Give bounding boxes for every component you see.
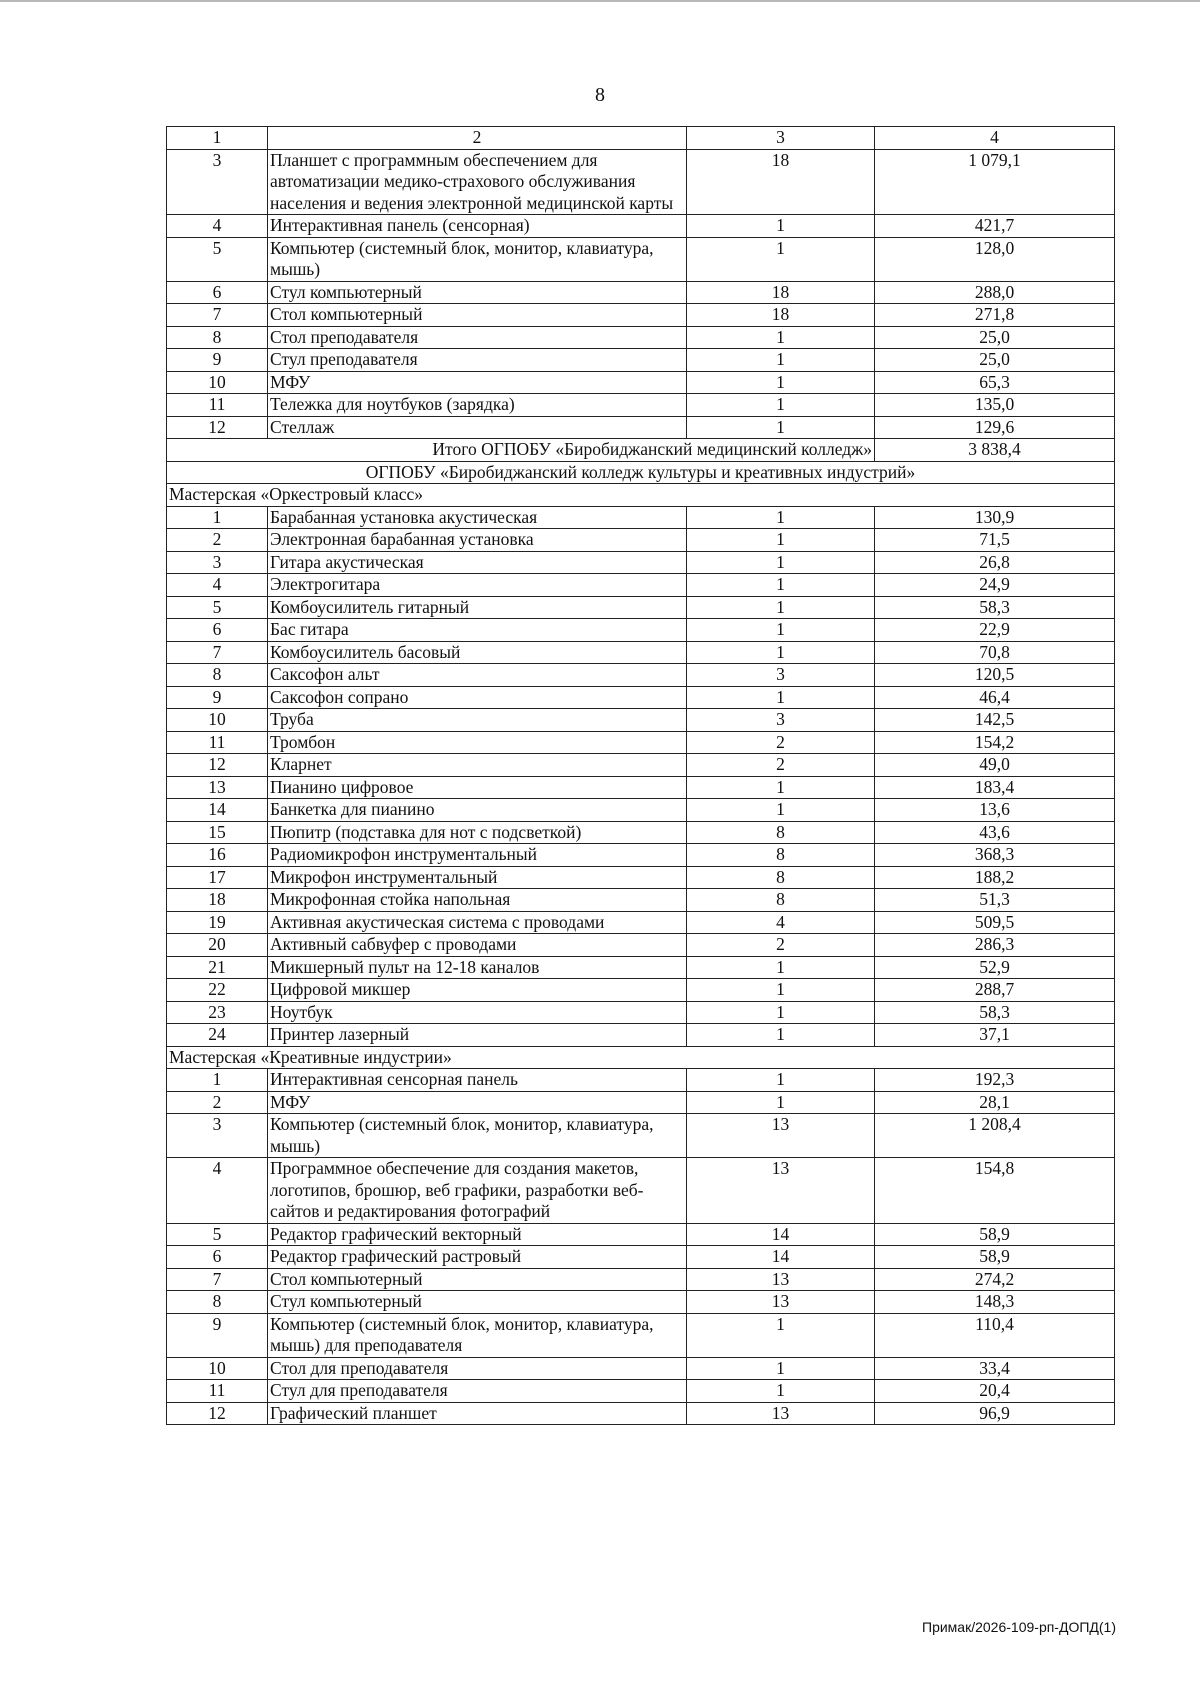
item-name: Электронная барабанная установка (268, 529, 687, 552)
item-name: Стул преподавателя (268, 349, 687, 372)
table-row (167, 1268, 1115, 1291)
item-name: Стол для преподавателя (268, 1357, 687, 1380)
row-number: 7 (167, 304, 268, 327)
table-row (167, 1357, 1115, 1380)
row-number: 13 (167, 776, 268, 799)
item-quantity: 2 (687, 754, 875, 777)
table-row (167, 394, 1115, 417)
item-quantity: 18 (687, 304, 875, 327)
item-quantity: 1 (687, 1357, 875, 1380)
row-number: 9 (167, 349, 268, 372)
item-cost: 49,0 (875, 754, 1115, 777)
equipment-table (166, 126, 1115, 1425)
row-number: 2 (167, 1091, 268, 1114)
item-name: Ноутбук (268, 1001, 687, 1024)
table-row (167, 215, 1115, 238)
total-sum: 3 838,4 (875, 439, 1115, 462)
item-quantity: 1 (687, 799, 875, 822)
item-name: Стеллаж (268, 416, 687, 439)
table-row (167, 281, 1115, 304)
row-number: 12 (167, 754, 268, 777)
item-quantity: 1 (687, 574, 875, 597)
item-quantity: 2 (687, 934, 875, 957)
row-number: 5 (167, 596, 268, 619)
item-quantity: 1 (687, 529, 875, 552)
item-quantity: 18 (687, 149, 875, 215)
item-cost: 188,2 (875, 866, 1115, 889)
table-row (167, 349, 1115, 372)
item-name: Саксофон сопрано (268, 686, 687, 709)
row-number: 10 (167, 1357, 268, 1380)
row-number: 21 (167, 956, 268, 979)
row-number: 2 (167, 529, 268, 552)
table-row (167, 911, 1115, 934)
section-heading-orchestra-row (167, 484, 1115, 507)
table-row (167, 416, 1115, 439)
item-cost: 58,3 (875, 596, 1115, 619)
item-quantity: 3 (687, 709, 875, 732)
table-header-row (167, 127, 1115, 150)
item-cost: 22,9 (875, 619, 1115, 642)
item-quantity: 14 (687, 1246, 875, 1269)
item-cost: 58,9 (875, 1246, 1115, 1269)
item-cost: 154,8 (875, 1158, 1115, 1224)
row-number: 11 (167, 731, 268, 754)
item-name: Интерактивная сенсорная панель (268, 1069, 687, 1092)
item-quantity: 1 (687, 956, 875, 979)
item-cost: 120,5 (875, 664, 1115, 687)
item-name: Интерактивная панель (сенсорная) (268, 215, 687, 238)
item-quantity: 3 (687, 664, 875, 687)
item-name: Микшерный пульт на 12-18 каналов (268, 956, 687, 979)
item-quantity: 1 (687, 394, 875, 417)
item-name: Активный сабвуфер с проводами (268, 934, 687, 957)
item-name: Радиомикрофон инструментальный (268, 844, 687, 867)
item-name: Стол компьютерный (268, 1268, 687, 1291)
item-name: Саксофон альт (268, 664, 687, 687)
item-quantity: 1 (687, 215, 875, 238)
item-quantity: 1 (687, 596, 875, 619)
item-cost: 43,6 (875, 821, 1115, 844)
section-heading-creative-row (167, 1046, 1115, 1069)
item-name: Редактор графический векторный (268, 1223, 687, 1246)
row-number: 10 (167, 709, 268, 732)
row-number: 7 (167, 1268, 268, 1291)
item-quantity: 1 (687, 237, 875, 281)
table-row (167, 1024, 1115, 1047)
section-heading-orchestra: Мастерская «Оркестровый класс» (167, 484, 1115, 507)
item-quantity: 1 (687, 776, 875, 799)
item-name: Микрофонная стойка напольная (268, 889, 687, 912)
item-cost: 33,4 (875, 1357, 1115, 1380)
table-row (167, 821, 1115, 844)
item-cost: 1 079,1 (875, 149, 1115, 215)
row-number: 3 (167, 149, 268, 215)
item-cost: 71,5 (875, 529, 1115, 552)
item-cost: 135,0 (875, 394, 1115, 417)
item-quantity: 8 (687, 866, 875, 889)
table-row (167, 956, 1115, 979)
item-cost: 26,8 (875, 551, 1115, 574)
row-number: 24 (167, 1024, 268, 1047)
table-row (167, 754, 1115, 777)
item-quantity: 1 (687, 1001, 875, 1024)
item-name: Комбоусилитель басовый (268, 641, 687, 664)
item-name: Программное обеспечение для создания макетов, логотипов, брошюр, веб графики, разработки веб-сайтов и редактирования фотографий (268, 1158, 687, 1224)
item-name: Цифровой микшер (268, 979, 687, 1002)
row-number: 17 (167, 866, 268, 889)
row-number: 16 (167, 844, 268, 867)
item-cost: 142,5 (875, 709, 1115, 732)
table-row (167, 237, 1115, 281)
item-cost: 274,2 (875, 1268, 1115, 1291)
item-cost: 286,3 (875, 934, 1115, 957)
item-cost: 183,4 (875, 776, 1115, 799)
item-name: Компьютер (системный блок, монитор, клавиатура, мышь) (268, 1114, 687, 1158)
table-row (167, 149, 1115, 215)
table-row (167, 1402, 1115, 1425)
page-number: 8 (595, 84, 605, 106)
item-quantity: 13 (687, 1158, 875, 1224)
item-quantity: 1 (687, 551, 875, 574)
item-quantity: 1 (687, 686, 875, 709)
row-number: 23 (167, 1001, 268, 1024)
item-cost: 58,3 (875, 1001, 1115, 1024)
table-row (167, 596, 1115, 619)
item-quantity: 1 (687, 349, 875, 372)
item-quantity: 8 (687, 821, 875, 844)
item-cost: 46,4 (875, 686, 1115, 709)
item-name: Микрофон инструментальный (268, 866, 687, 889)
row-number: 10 (167, 371, 268, 394)
item-cost: 65,3 (875, 371, 1115, 394)
item-cost: 129,6 (875, 416, 1115, 439)
row-number: 20 (167, 934, 268, 957)
row-number: 4 (167, 574, 268, 597)
table-row (167, 371, 1115, 394)
table-row (167, 1091, 1115, 1114)
item-quantity: 1 (687, 1380, 875, 1403)
item-quantity: 1 (687, 641, 875, 664)
item-quantity: 1 (687, 979, 875, 1002)
item-name: Барабанная установка акустическая (268, 506, 687, 529)
item-quantity: 1 (687, 619, 875, 642)
item-quantity: 1 (687, 1069, 875, 1092)
item-name: Компьютер (системный блок, монитор, клавиатура, мышь) для преподавателя (268, 1313, 687, 1357)
top-rule (0, 0, 1200, 2)
item-name: МФУ (268, 1091, 687, 1114)
table-row (167, 551, 1115, 574)
item-quantity: 13 (687, 1291, 875, 1314)
item-cost: 37,1 (875, 1024, 1115, 1047)
table-row (167, 731, 1115, 754)
item-name: Кларнет (268, 754, 687, 777)
item-cost: 509,5 (875, 911, 1115, 934)
item-cost: 51,3 (875, 889, 1115, 912)
item-quantity: 1 (687, 1091, 875, 1114)
table-row (167, 1380, 1115, 1403)
row-number: 11 (167, 1380, 268, 1403)
row-number: 9 (167, 1313, 268, 1357)
item-quantity: 1 (687, 506, 875, 529)
item-cost: 1 208,4 (875, 1114, 1115, 1158)
table-row (167, 664, 1115, 687)
item-cost: 271,8 (875, 304, 1115, 327)
item-quantity: 2 (687, 731, 875, 754)
item-cost: 148,3 (875, 1291, 1115, 1314)
row-number: 4 (167, 215, 268, 238)
row-number: 6 (167, 281, 268, 304)
document-reference: Примак/2026-109-рп-ДОПД(1) (922, 1619, 1116, 1635)
item-quantity: 1 (687, 1313, 875, 1357)
table-row (167, 506, 1115, 529)
item-cost: 25,0 (875, 349, 1115, 372)
item-name: Планшет с программным обеспечением для автоматизации медико-страхового обслуживания населения и ведения электронной медицинской карты (268, 149, 687, 215)
item-name: Комбоусилитель гитарный (268, 596, 687, 619)
table-row (167, 1069, 1115, 1092)
row-number: 8 (167, 1291, 268, 1314)
item-quantity: 13 (687, 1268, 875, 1291)
table-row (167, 709, 1115, 732)
header-cell: 1 (167, 127, 268, 150)
table-row (167, 1114, 1115, 1158)
item-quantity: 13 (687, 1114, 875, 1158)
item-cost: 130,9 (875, 506, 1115, 529)
table-row (167, 529, 1115, 552)
item-cost: 154,2 (875, 731, 1115, 754)
item-cost: 52,9 (875, 956, 1115, 979)
total-row (167, 439, 1115, 462)
row-number: 7 (167, 641, 268, 664)
row-number: 15 (167, 821, 268, 844)
item-cost: 110,4 (875, 1313, 1115, 1357)
table-row (167, 1246, 1115, 1269)
row-number: 19 (167, 911, 268, 934)
table-row (167, 889, 1115, 912)
item-name: Электрогитара (268, 574, 687, 597)
row-number: 5 (167, 237, 268, 281)
header-cell: 2 (268, 127, 687, 150)
item-name: Графический планшет (268, 1402, 687, 1425)
item-name: Активная акустическая система с проводами (268, 911, 687, 934)
row-number: 6 (167, 1246, 268, 1269)
organization-heading-row (167, 461, 1115, 484)
item-quantity: 1 (687, 326, 875, 349)
item-cost: 58,9 (875, 1223, 1115, 1246)
row-number: 8 (167, 326, 268, 349)
item-quantity: 13 (687, 1402, 875, 1425)
item-name: МФУ (268, 371, 687, 394)
item-cost: 128,0 (875, 237, 1115, 281)
row-number: 14 (167, 799, 268, 822)
item-name: Труба (268, 709, 687, 732)
item-quantity: 4 (687, 911, 875, 934)
item-cost: 70,8 (875, 641, 1115, 664)
row-number: 5 (167, 1223, 268, 1246)
item-quantity: 8 (687, 844, 875, 867)
row-number: 3 (167, 551, 268, 574)
row-number: 6 (167, 619, 268, 642)
item-cost: 13,6 (875, 799, 1115, 822)
row-number: 18 (167, 889, 268, 912)
item-name: Пианино цифровое (268, 776, 687, 799)
table-row (167, 934, 1115, 957)
row-number: 4 (167, 1158, 268, 1224)
table-row (167, 1001, 1115, 1024)
table-row (167, 574, 1115, 597)
table-row (167, 1313, 1115, 1357)
item-quantity: 18 (687, 281, 875, 304)
item-cost: 288,0 (875, 281, 1115, 304)
item-name: Бас гитара (268, 619, 687, 642)
row-number: 9 (167, 686, 268, 709)
row-number: 8 (167, 664, 268, 687)
section-heading-creative: Мастерская «Креативные индустрии» (167, 1046, 1115, 1069)
header-cell: 3 (687, 127, 875, 150)
item-quantity: 1 (687, 1024, 875, 1047)
table-row (167, 776, 1115, 799)
row-number: 22 (167, 979, 268, 1002)
table-row (167, 844, 1115, 867)
item-name: Стол компьютерный (268, 304, 687, 327)
table-row (167, 641, 1115, 664)
table-row (167, 1158, 1115, 1224)
table-row (167, 866, 1115, 889)
item-quantity: 14 (687, 1223, 875, 1246)
table-row (167, 979, 1115, 1002)
item-cost: 421,7 (875, 215, 1115, 238)
item-name: Пюпитр (подставка для нот с подсветкой) (268, 821, 687, 844)
item-cost: 28,1 (875, 1091, 1115, 1114)
row-number: 11 (167, 394, 268, 417)
table-row (167, 799, 1115, 822)
item-cost: 24,9 (875, 574, 1115, 597)
item-name: Принтер лазерный (268, 1024, 687, 1047)
item-cost: 96,9 (875, 1402, 1115, 1425)
item-name: Тележка для ноутбуков (зарядка) (268, 394, 687, 417)
table-row (167, 326, 1115, 349)
table-row (167, 1223, 1115, 1246)
table-row (167, 686, 1115, 709)
item-cost: 20,4 (875, 1380, 1115, 1403)
row-number: 12 (167, 1402, 268, 1425)
item-name: Редактор графический растровый (268, 1246, 687, 1269)
item-cost: 368,3 (875, 844, 1115, 867)
row-number: 12 (167, 416, 268, 439)
row-number: 1 (167, 506, 268, 529)
item-quantity: 8 (687, 889, 875, 912)
item-name: Стул компьютерный (268, 281, 687, 304)
row-number: 3 (167, 1114, 268, 1158)
item-name: Гитара акустическая (268, 551, 687, 574)
item-name: Банкетка для пианино (268, 799, 687, 822)
item-cost: 25,0 (875, 326, 1115, 349)
item-name: Стол преподавателя (268, 326, 687, 349)
item-name: Стул компьютерный (268, 1291, 687, 1314)
item-cost: 192,3 (875, 1069, 1115, 1092)
item-quantity: 1 (687, 416, 875, 439)
table-row (167, 619, 1115, 642)
item-name: Компьютер (системный блок, монитор, клавиатура, мышь) (268, 237, 687, 281)
item-quantity: 1 (687, 371, 875, 394)
item-name: Стул для преподавателя (268, 1380, 687, 1403)
header-cell: 4 (875, 127, 1115, 150)
total-label: Итого ОГПОБУ «Биробиджанский медицинский колледж» (167, 439, 875, 462)
row-number: 1 (167, 1069, 268, 1092)
table-row (167, 1291, 1115, 1314)
organization-heading: ОГПОБУ «Биробиджанский колледж культуры и креативных индустрий» (167, 461, 1115, 484)
table-row (167, 304, 1115, 327)
item-name: Тромбон (268, 731, 687, 754)
item-cost: 288,7 (875, 979, 1115, 1002)
